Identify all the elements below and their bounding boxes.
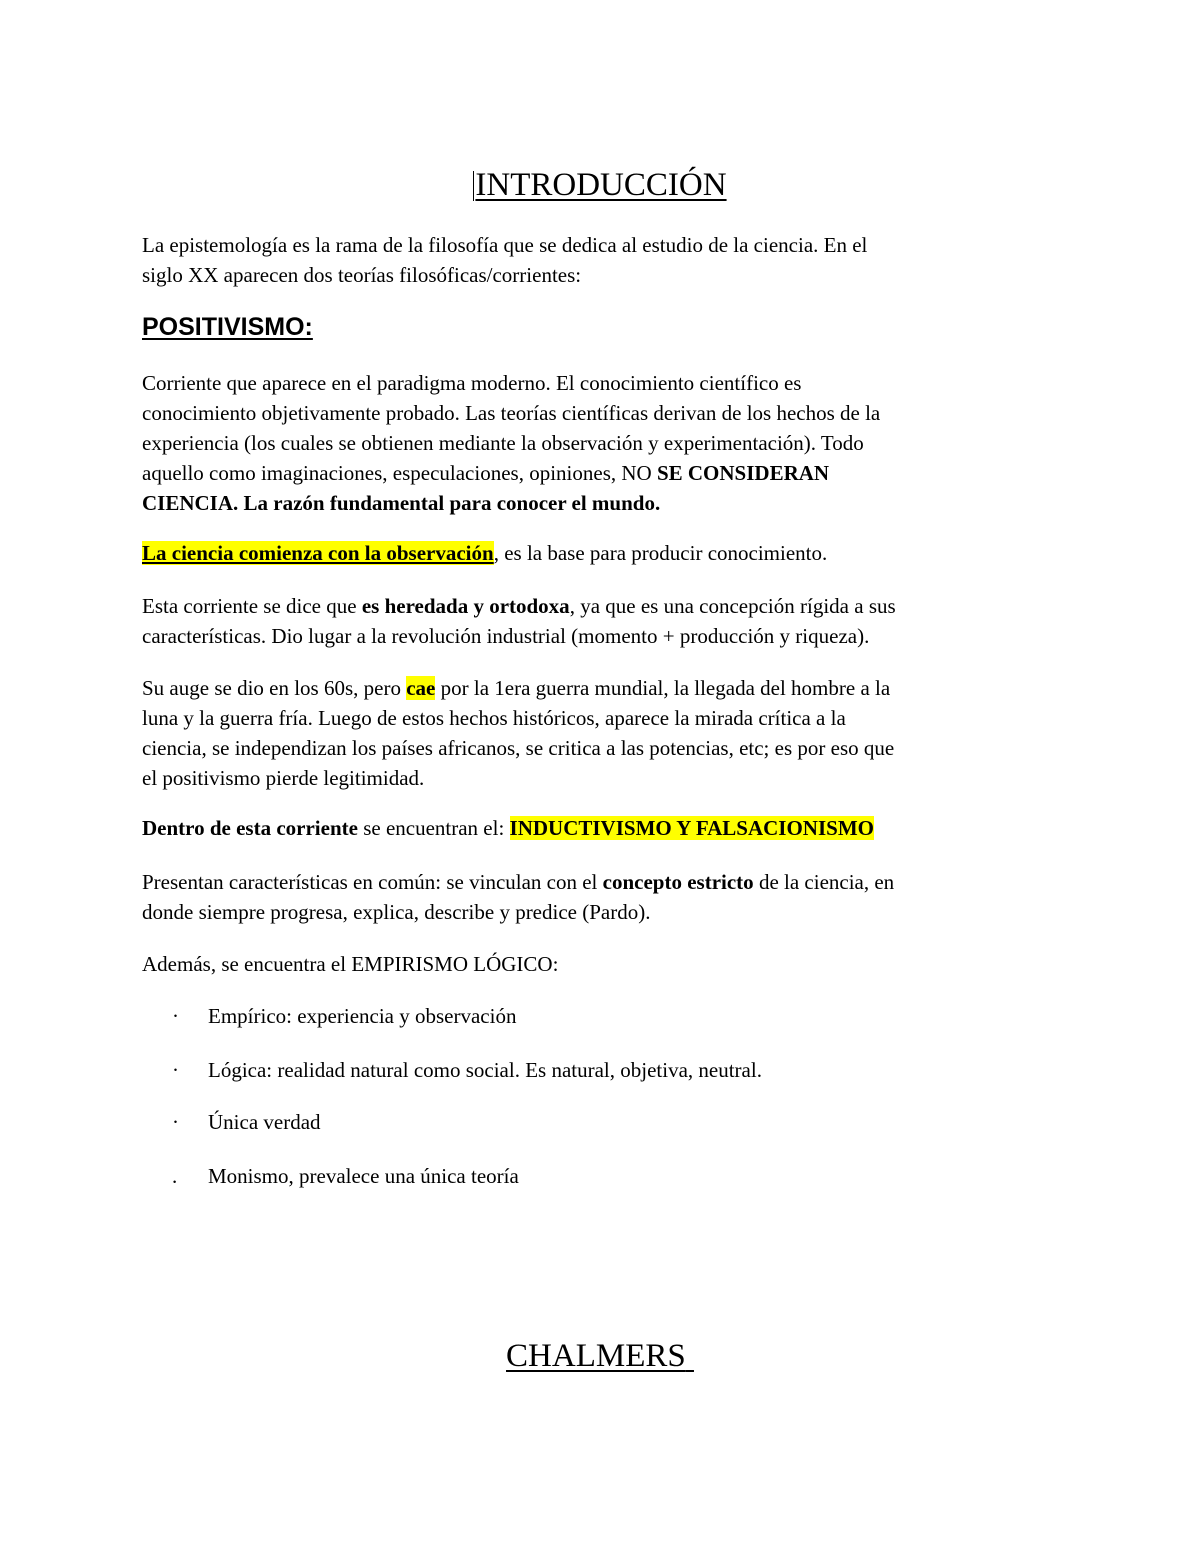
list-item xyxy=(172,1161,519,1191)
p4-line-2: luna y la guerra fría. Luego de estos hechos históricos, aparece la mirada crítica a la xyxy=(142,706,846,730)
title-introduccion-text: INTRODUCCIÓN xyxy=(475,167,727,203)
positivismo-paragraph-5 xyxy=(142,813,1062,843)
p5-bold: Dentro de esta corriente xyxy=(142,816,358,840)
title-introduccion xyxy=(0,166,1200,204)
list-item xyxy=(172,1001,516,1031)
p1-line-4-a: aquello como imaginaciones, especulaciones, opiniones, NO xyxy=(142,461,657,485)
p1-line-4-b: SE CONSIDERAN xyxy=(656,461,830,485)
intro-paragraph xyxy=(142,230,1062,290)
p5-mid: se encuentran el: xyxy=(357,816,510,840)
heading-positivismo: POSITIVISMO: xyxy=(142,313,313,341)
p5-line xyxy=(142,813,1062,843)
list-item xyxy=(172,1107,321,1137)
p1-line-1: Corriente que aparece en el paradigma moderno. El conocimiento científico es xyxy=(142,371,802,395)
positivismo-paragraph-1 xyxy=(142,368,1062,518)
p3-line-2: características. Dio lugar a la revolución industrial (momento + producción y riqueza). xyxy=(142,624,870,648)
p6-line-1 xyxy=(142,867,1062,897)
p2-highlight: La ciencia comienza con la observación xyxy=(142,541,494,565)
positivismo-paragraph-6 xyxy=(142,867,1062,927)
bullet-mark: · xyxy=(172,1110,179,1134)
p1-line-5 xyxy=(142,488,1062,518)
intro-line-1: La epistemología es la rama de la filosofía que se dedica al estudio de la ciencia. En el xyxy=(142,233,868,257)
bullet-mark: · xyxy=(172,1004,179,1028)
p7-line: Además, se encuentra el EMPIRISMO LÓGICO: xyxy=(142,952,559,976)
bullet-mark: · xyxy=(172,1058,179,1082)
p4-line-1-a: Su auge se dio en los 60s, pero xyxy=(142,676,407,700)
bullet-text: Monismo, prevalece una única teoría xyxy=(208,1164,519,1188)
p1-line-3: experiencia (los cuales se obtienen mediante la observación y experimentación). Todo xyxy=(142,431,864,455)
positivismo-paragraph-4 xyxy=(142,673,1062,793)
p6-line-1-b: concepto estricto xyxy=(602,870,754,894)
bullet-text: Empírico: experiencia y observación xyxy=(208,1004,517,1028)
p5-highlight: INDUCTIVISMO Y FALSACIONISMO xyxy=(509,816,874,840)
p4-highlight-cae: cae xyxy=(406,676,436,700)
list-item xyxy=(172,1055,762,1085)
p3-line-1-c: , ya que es una concepción rígida a sus xyxy=(569,594,896,618)
p2-line xyxy=(142,538,1062,568)
p6-line-2: donde siempre progresa, explica, describe y predice (Pardo). xyxy=(142,900,651,924)
p4-line-3: ciencia, se independizan los países africanos, se critica a las potencias, etc; es por eso que xyxy=(142,736,895,760)
p6-line-1-a: Presentan características en común: se vinculan con el xyxy=(142,870,603,894)
p1-line-4 xyxy=(142,458,1062,488)
p4-line-1-c: por la 1era guerra mundial, la llegada del hombre a la xyxy=(435,676,891,700)
positivismo-paragraph-3 xyxy=(142,591,1062,651)
p3-line-1-a: Esta corriente se dice que xyxy=(142,594,362,618)
bullet-text: Única verdad xyxy=(208,1110,321,1134)
positivismo-paragraph-2 xyxy=(142,538,1062,568)
bullet-text: Lógica: realidad natural como social. Es natural, objetiva, neutral. xyxy=(208,1058,762,1082)
p4-line-4: el positivismo pierde legitimidad. xyxy=(142,766,425,790)
intro-line-2: siglo XX aparecen dos teorías filosóficas/corrientes: xyxy=(142,263,582,287)
p1-line-5-bold: CIENCIA. La razón fundamental para conocer el mundo. xyxy=(142,491,661,515)
title-chalmers-text: CHALMERS xyxy=(506,1338,686,1374)
bullet-mark: . xyxy=(172,1164,178,1188)
p3-line-1-b: es heredada y ortodoxa xyxy=(361,594,570,618)
p6-line-1-c: de la ciencia, en xyxy=(753,870,895,894)
positivismo-paragraph-7 xyxy=(142,949,1062,979)
title-chalmers xyxy=(0,1337,1200,1375)
p3-line-1 xyxy=(142,591,1062,621)
p1-line-2: conocimiento objetivamente probado. Las teorías científicas derivan de los hechos de la xyxy=(142,401,881,425)
p2-rest: , es la base para producir conocimiento. xyxy=(493,541,828,565)
p4-line-1 xyxy=(142,673,1062,703)
